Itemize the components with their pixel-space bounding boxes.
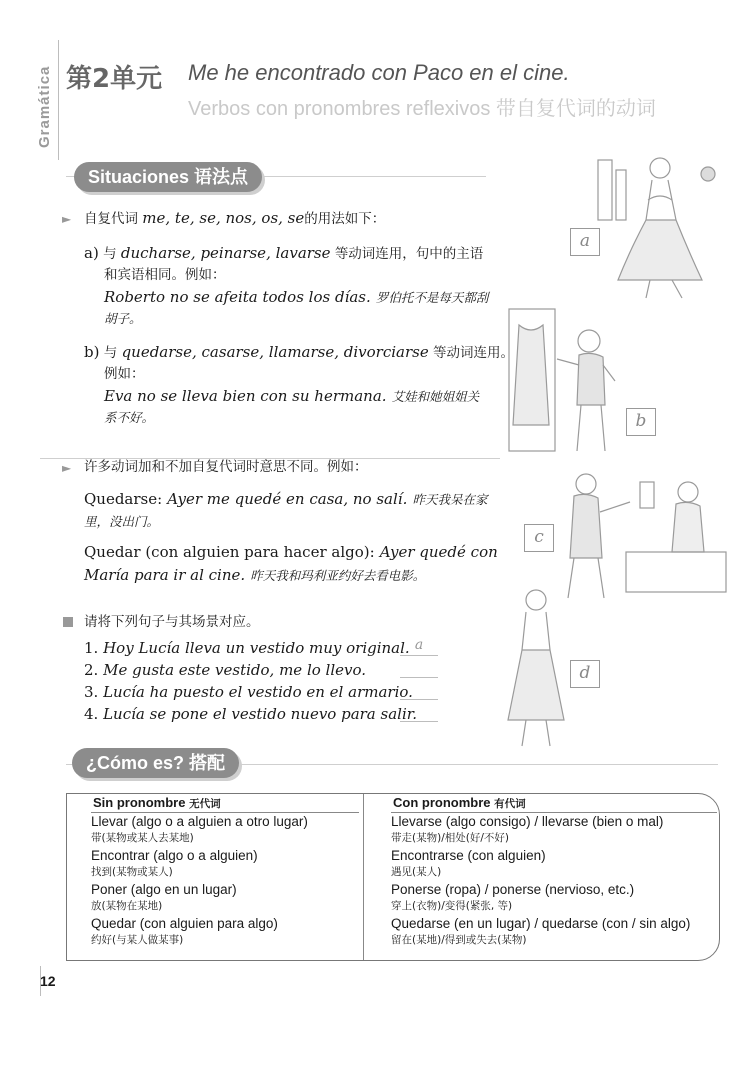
illustration-woman-walking (590, 140, 730, 300)
exercise-item-number: 4. (84, 705, 99, 723)
table-cell-zh: 放(某物在某地) (91, 900, 163, 912)
answer-blank[interactable]: a (400, 637, 438, 656)
point1-intro (84, 207, 484, 230)
arrow-bullet-icon: ► (62, 461, 72, 475)
side-tab-label: Gramática (36, 65, 53, 148)
square-bullet-icon (63, 617, 73, 627)
side-rule (58, 40, 59, 160)
point1-a-example: Roberto no se afeita todos los días. (104, 288, 371, 306)
point2-intro: 许多动词加和不加自复代词时意思不同。例如： (84, 459, 368, 475)
exercise-item (84, 681, 413, 703)
point1-a-rest2: 和宾语相同。例如： (104, 267, 226, 283)
point1-a-verbs: ducharse, peinarse, lavarse (120, 244, 331, 262)
page-title: Me he encontrado con Paco en el cine. (188, 60, 570, 85)
point1-b-example-zh1: 艾娃和她姐姐关 (391, 389, 480, 404)
table-cell-es: Encontrar (algo o a alguien) (91, 848, 258, 863)
como-es-heading: ¿Cómo es? 搭配 (72, 748, 239, 778)
table-divider (363, 794, 364, 960)
exercise-item-number: 2. (84, 661, 99, 679)
table-cell-es: Quedarse (en un lugar) / quedarse (con / sin algo) (391, 916, 691, 931)
point1-a-example-line (104, 286, 488, 309)
table-cell-es: Encontrarse (con alguien) (391, 848, 546, 863)
situaciones-heading: Situaciones 语法点 (74, 162, 262, 192)
point1-b-verbs: quedarse, casarse, llamarse, divorciarse (121, 343, 429, 361)
arrow-bullet-icon: ► (62, 212, 72, 226)
table-cell-zh: 穿上(衣物)/变得(紧张, 等) (391, 900, 513, 912)
point1-a-rest1: 等动词连用，句中的主语 (334, 246, 484, 262)
page-number: 12 (40, 973, 56, 989)
table-header-left (91, 794, 359, 813)
table-cell-es: Ponerse (ropa) / ponerse (nervioso, etc.) (391, 882, 635, 897)
exercise-item-number: 3. (84, 683, 99, 701)
exercise-item-number: 1. (84, 639, 99, 657)
point2-q1-verb: Quedarse: (84, 490, 163, 508)
unit-number: 第2单元 (66, 64, 163, 94)
table-cell-es: Quedar (con alguien para algo) (91, 916, 278, 931)
point2-q2-zh: 昨天我和玛利亚约好去看电影。 (250, 568, 426, 583)
point1-b-example-line (104, 385, 479, 408)
point1-a-line1 (84, 242, 484, 265)
exercise-item-text: Lucía ha puesto el vestido en el armario. (103, 683, 413, 701)
exercise-item (84, 659, 366, 681)
table-header-right-es: Con pronombre (393, 795, 491, 810)
table-column-left (91, 794, 359, 949)
exercise-item-text: Hoy Lucía lleva un vestido muy original. (103, 639, 410, 657)
point1-b-example: Eva no se lleva bien con su hermana. (104, 387, 387, 405)
point1-a-mark: a) (84, 244, 99, 262)
point2-q2-example1: Ayer quedé con (379, 543, 498, 561)
exercise-item-text: Lucía se pone el vestido nuevo para salir. (103, 705, 418, 723)
point1-b-mark: b) (84, 343, 100, 361)
table-cell-zh: 找到(某物或某人) (91, 866, 173, 878)
point1-a-example-zh1: 罗伯托不是每天都刮 (375, 290, 489, 305)
table-column-right (391, 794, 717, 949)
point1-a-example-zh2: 胡子。 (104, 311, 142, 326)
table-cell-zh: 约好(与某人做某事) (91, 934, 184, 946)
point2-q1-example: Ayer me quedé en casa, no salí. (167, 490, 408, 508)
section-side-tab (36, 48, 56, 148)
point2-q1-line1 (84, 488, 487, 511)
table-cell-zh: 留在(某地)/得到或失去(某物) (391, 934, 527, 946)
illustration-label-c: c (524, 524, 554, 552)
illustration-label-d: d (570, 660, 600, 688)
point2-q2-line2 (84, 564, 425, 587)
point2-q2-verb: Quedar (con alguien para hacer algo): (84, 543, 375, 561)
answer-blank[interactable] (400, 681, 438, 700)
table-header-right (391, 794, 717, 813)
table-cell-es: Llevar (algo o a alguien a otro lugar) (91, 814, 308, 829)
exercise-item (84, 637, 410, 659)
exercise-item (84, 703, 417, 725)
illustration-label-b: b (626, 408, 656, 436)
point2-q1-zh2: 里，没出门。 (84, 514, 160, 529)
point2-q2-line1 (84, 541, 498, 563)
point1-b-rest1: 等动词连用。 (433, 345, 515, 361)
table-header-left-zh: 无代词 (189, 798, 221, 810)
answer-blank[interactable] (400, 703, 438, 722)
table-cell-zh: 遇见(某人) (391, 866, 442, 878)
table-cell-es: Llevarse (algo consigo) / llevarse (bien o mal) (391, 814, 664, 829)
point1-pronouns: me, te, se, nos, os, se (142, 209, 305, 227)
table-header-left-es: Sin pronombre (93, 795, 186, 810)
illustration-woman-dress (496, 580, 576, 750)
point1-b-rest2: 例如： (104, 366, 145, 382)
point1-intro-b: 的用法如下： (304, 211, 386, 227)
table-header-right-zh: 有代词 (494, 798, 526, 810)
point2-q1-zh1: 昨天我呆在家 (412, 492, 488, 507)
exercise-instruction: 请将下列句子与其场景对应。 (84, 614, 260, 630)
point2-q2-example2: María para ir al cine. (84, 566, 246, 584)
answer-blank[interactable] (400, 659, 438, 678)
point1-a-lead: 与 (103, 246, 117, 262)
table-cell-es: Poner (algo en un lugar) (91, 882, 237, 897)
pronoun-table (66, 793, 720, 961)
table-cell-zh: 带走(某物)/相处(好/不好) (391, 832, 509, 844)
point1-b-lead: 与 (103, 345, 118, 361)
illustration-label-a: a (570, 228, 600, 256)
table-cell-zh: 带(某物或某人去某地) (91, 832, 194, 844)
exercise-item-text: Me gusta este vestido, me lo llevo. (103, 661, 367, 679)
point1-b-example-zh2: 系不好。 (104, 410, 155, 425)
page-subtitle: Verbos con pronombres reflexivos 带自复代词的动词 (188, 98, 656, 120)
point1-b-line1 (84, 341, 514, 364)
point1-intro-a: 自复代词 (84, 211, 138, 227)
